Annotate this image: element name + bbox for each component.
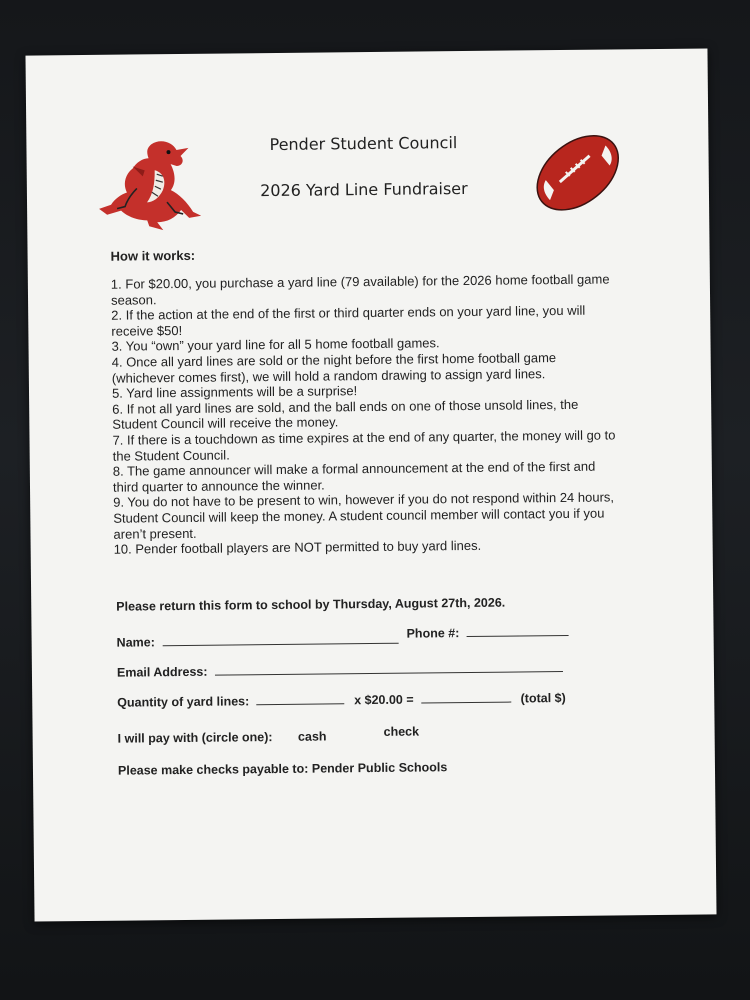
quantity-field[interactable]: [257, 693, 345, 705]
pay-label: I will pay with (circle one):: [117, 730, 273, 746]
list-item: 1. For $20.00, you purchase a yard line (79 available) for the 2026 home football game season.: [110, 271, 610, 308]
steps-list: [111, 271, 624, 557]
total-field[interactable]: [421, 692, 511, 704]
football-icon: [531, 127, 624, 218]
return-notice: Please return this form to school by Thursday, August 27th, 2026.: [116, 595, 506, 614]
email-label: Email Address:: [116, 664, 208, 680]
checks-payable-note: Please make checks payable to: Pender Public Schools: [117, 760, 448, 778]
payment-row: [118, 729, 327, 745]
list-item: 6. If not all yard lines are sold, and the ball ends on one of those unsold lines, the Student Council will receive the money.: [112, 396, 579, 433]
phone-field[interactable]: [467, 625, 569, 637]
list-item: 7. If there is a touchdown as time expires at the end of any quarter, the money will go to the Student Council.: [112, 427, 616, 464]
price-label: x $20.00 =: [354, 692, 414, 708]
list-item: 3. You “own” your yard line for all 5 home football games.: [111, 335, 440, 355]
total-label: (total $): [520, 690, 566, 706]
list-item: 9. You do not have to be present to win, however if you do not respond within 24 hours, Student Council will keep the money. A student council member will contact you if you aren’t present.: [113, 489, 615, 542]
name-field[interactable]: [162, 633, 398, 646]
email-row: [117, 661, 563, 680]
list-item: 5. Yard line assignments will be a surprise!: [111, 383, 358, 401]
name-label: Name:: [116, 635, 155, 650]
phone-row: [406, 625, 568, 641]
email-field[interactable]: [215, 661, 563, 676]
list-item: 4. Once all yard lines are sold or the night before the first home football game (whichever comes first), we will hold a random drawing to assign yard lines.: [111, 350, 557, 386]
name-row: [117, 633, 399, 650]
list-item: 8. The game announcer will make a formal announcement at the end of the first and third quarter to announce the winner.: [112, 458, 596, 495]
how-it-works-heading: How it works:: [110, 247, 196, 264]
pay-option-cash[interactable]: cash: [297, 729, 327, 744]
fundraiser-flyer: [25, 48, 716, 921]
pay-option-check-wrap: [384, 725, 420, 739]
quantity-label: Quantity of yard lines:: [117, 694, 250, 710]
quantity-row: [117, 691, 566, 710]
flyer-subtitle: 2026 Yard Line Fundraiser: [260, 178, 468, 201]
pay-option-check[interactable]: check: [383, 724, 420, 739]
list-item: 10. Pender football players are NOT permitted to buy yard lines.: [113, 537, 482, 557]
flyer-title: Pender Student Council: [269, 133, 458, 155]
order-form: [116, 595, 586, 778]
phone-label: Phone #:: [406, 626, 460, 641]
list-item: 2. If the action at the end of the first or third quarter ends on your yard line, you will receive $50!: [111, 302, 586, 339]
